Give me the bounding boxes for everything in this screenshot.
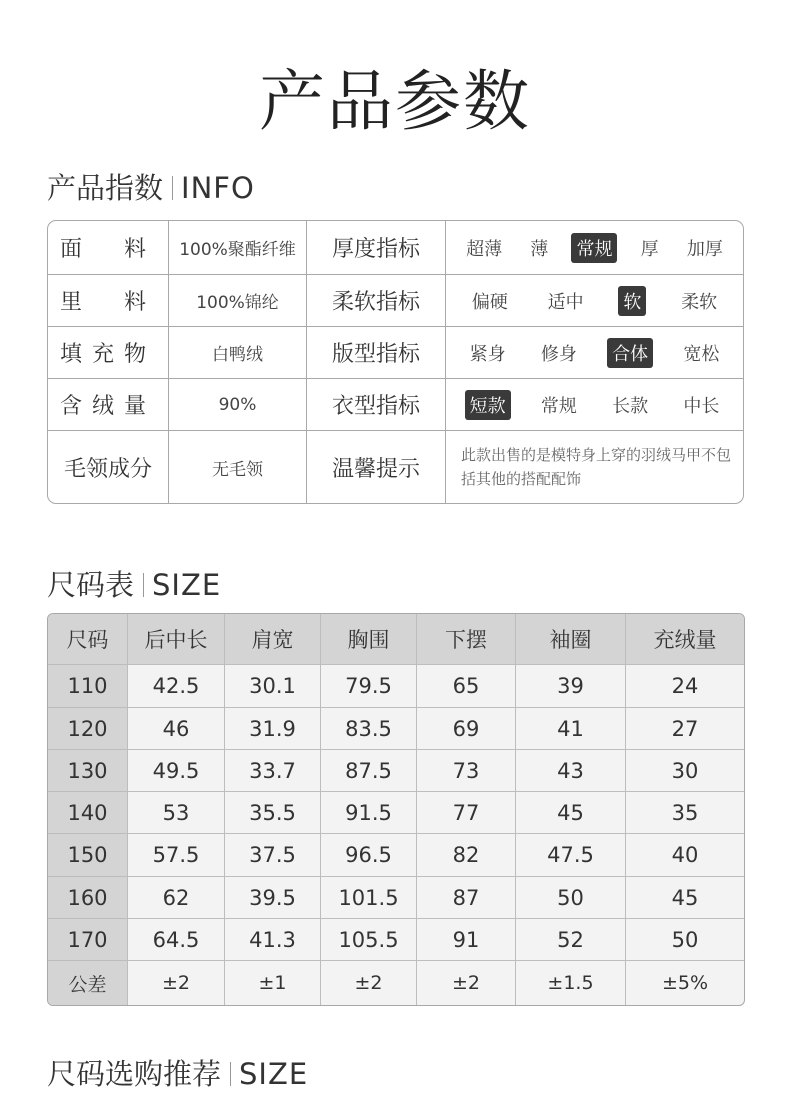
- table-row: [48, 919, 744, 961]
- info-label: 毛领成分: [48, 431, 169, 503]
- table-header-row: [48, 614, 744, 665]
- index-options: [446, 275, 743, 326]
- info-label: 里 料: [48, 275, 169, 326]
- index-options: [446, 221, 743, 274]
- table-cell: 45: [671, 885, 699, 910]
- table-row: [48, 708, 744, 750]
- table-cell: 53: [128, 792, 225, 833]
- option: 软: [618, 286, 646, 316]
- option: 短款: [465, 390, 511, 420]
- table-cell: 120: [48, 708, 128, 749]
- table-cell: 41: [516, 708, 626, 749]
- index-label: 厚度指标: [307, 221, 446, 274]
- option: 长款: [612, 395, 649, 417]
- info-row: [48, 431, 743, 503]
- table-cell: 64.5: [128, 919, 225, 960]
- info-section-title: [47, 166, 255, 207]
- option: 合体: [607, 338, 653, 368]
- table-header-cell: 肩宽: [225, 614, 321, 664]
- table-cell: ±2: [321, 961, 417, 1005]
- table-header-cell: 袖圈: [516, 614, 626, 664]
- table-cell: 170: [48, 919, 128, 960]
- table-cell: 91: [417, 919, 516, 960]
- recommend-section-title: [47, 1052, 308, 1093]
- table-row: [48, 877, 744, 919]
- index-label: 版型指标: [307, 327, 446, 378]
- table-cell: 41.3: [225, 919, 321, 960]
- table-cell: 87.5: [321, 750, 417, 791]
- info-row: [48, 275, 743, 327]
- option: 厚: [640, 238, 659, 260]
- info-title-cn: 产品指数: [47, 171, 164, 205]
- table-cell: 公差: [48, 961, 128, 1005]
- info-title-en: INFO: [181, 171, 255, 205]
- table-cell: 160: [48, 877, 128, 918]
- table-cell: 140: [48, 792, 128, 833]
- size-title-en: SIZE: [152, 568, 222, 602]
- option: 宽松: [683, 343, 720, 365]
- table-cell: 37.5: [225, 834, 321, 876]
- table-cell: 83.5: [321, 708, 417, 749]
- table-cell: 31.9: [225, 708, 321, 749]
- option: 薄: [530, 238, 549, 260]
- table-cell: 39: [516, 665, 626, 707]
- table-cell: 73: [417, 750, 516, 791]
- option: 修身: [540, 343, 577, 365]
- table-cell: 101.5: [321, 877, 417, 918]
- table-cell: 46: [128, 708, 225, 749]
- table-cell: 35: [671, 800, 699, 825]
- info-value: 无毛领: [169, 431, 307, 503]
- recommend-title-en: SIZE: [239, 1057, 309, 1091]
- table-row: [48, 750, 744, 792]
- info-row: [48, 379, 743, 431]
- table-cell: 30: [671, 758, 699, 783]
- index-label: 衣型指标: [307, 379, 446, 430]
- table-cell: 45: [516, 792, 626, 833]
- table-cell: 33.7: [225, 750, 321, 791]
- table-cell: 50: [671, 927, 699, 952]
- option: 偏硬: [471, 291, 508, 313]
- info-value: 90%: [169, 379, 307, 430]
- info-value: 100%聚酯纤维: [169, 221, 307, 274]
- title-divider: [172, 176, 173, 200]
- table-cell: 77: [417, 792, 516, 833]
- recommend-title-cn: 尺码选购推荐: [47, 1057, 222, 1091]
- table-cell: 105.5: [321, 919, 417, 960]
- table-cell: 96.5: [321, 834, 417, 876]
- table-cell: 47.5: [516, 834, 626, 876]
- table-row: [48, 665, 744, 708]
- option: 超薄: [466, 238, 503, 260]
- table-cell: 62: [128, 877, 225, 918]
- page-title: 产品参数: [259, 63, 531, 140]
- table-cell: 82: [417, 834, 516, 876]
- option: 适中: [547, 291, 584, 313]
- table-cell: 65: [417, 665, 516, 707]
- index-label: 温馨提示: [307, 431, 446, 503]
- table-cell: ±2: [128, 961, 225, 1005]
- option: 常规: [571, 233, 617, 263]
- table-header-cell: 胸围: [321, 614, 417, 664]
- table-cell: 50: [516, 877, 626, 918]
- table-cell: ±1: [225, 961, 321, 1005]
- option: 紧身: [469, 343, 506, 365]
- table-row: [48, 834, 744, 877]
- option: 加厚: [686, 238, 723, 260]
- table-header-cell: 尺码: [48, 614, 128, 664]
- table-cell: 49.5: [128, 750, 225, 791]
- size-title-cn: 尺码表: [47, 568, 135, 602]
- size-section-title: [47, 563, 221, 604]
- table-header-cell: 后中长: [128, 614, 225, 664]
- index-label: 柔软指标: [307, 275, 446, 326]
- option: 柔软: [681, 291, 718, 313]
- info-table: [47, 220, 744, 504]
- table-header-cell: 下摆: [417, 614, 516, 664]
- table-cell: 150: [48, 834, 128, 876]
- table-header-cell: 充绒量: [653, 628, 717, 652]
- table-cell: ±5%: [661, 972, 709, 994]
- table-cell: 91.5: [321, 792, 417, 833]
- info-label: 填充物: [48, 327, 169, 378]
- table-cell: 110: [48, 665, 128, 707]
- info-label: 含绒量: [48, 379, 169, 430]
- size-table: [47, 613, 745, 1006]
- info-label: 面 料: [48, 221, 169, 274]
- table-cell: ±2: [417, 961, 516, 1005]
- table-cell: 69: [417, 708, 516, 749]
- info-row: [48, 221, 743, 275]
- index-options: [446, 379, 743, 430]
- info-value: 白鸭绒: [169, 327, 307, 378]
- table-row: [48, 792, 744, 834]
- table-cell: 40: [671, 843, 699, 867]
- table-cell: 52: [516, 919, 626, 960]
- tolerance-row: [48, 961, 744, 1005]
- table-cell: 79.5: [321, 665, 417, 707]
- table-cell: 130: [48, 750, 128, 791]
- table-cell: 24: [671, 674, 699, 698]
- table-cell: 43: [516, 750, 626, 791]
- table-cell: 39.5: [225, 877, 321, 918]
- table-cell: 57.5: [128, 834, 225, 876]
- table-cell: 30.1: [225, 665, 321, 707]
- index-options: [446, 327, 743, 378]
- info-value: 100%锦纶: [169, 275, 307, 326]
- title-divider: [143, 573, 144, 597]
- option: 中长: [683, 395, 720, 417]
- table-cell: ±1.5: [516, 961, 626, 1005]
- table-cell: 42.5: [128, 665, 225, 707]
- table-cell: 87: [417, 877, 516, 918]
- title-divider: [230, 1062, 231, 1086]
- option: 常规: [540, 395, 577, 417]
- tips-note: 此款出售的是模特身上穿的羽绒马甲不包括其他的搭配配饰: [461, 446, 732, 488]
- info-row: [48, 327, 743, 379]
- table-cell: 35.5: [225, 792, 321, 833]
- table-cell: 27: [671, 716, 699, 741]
